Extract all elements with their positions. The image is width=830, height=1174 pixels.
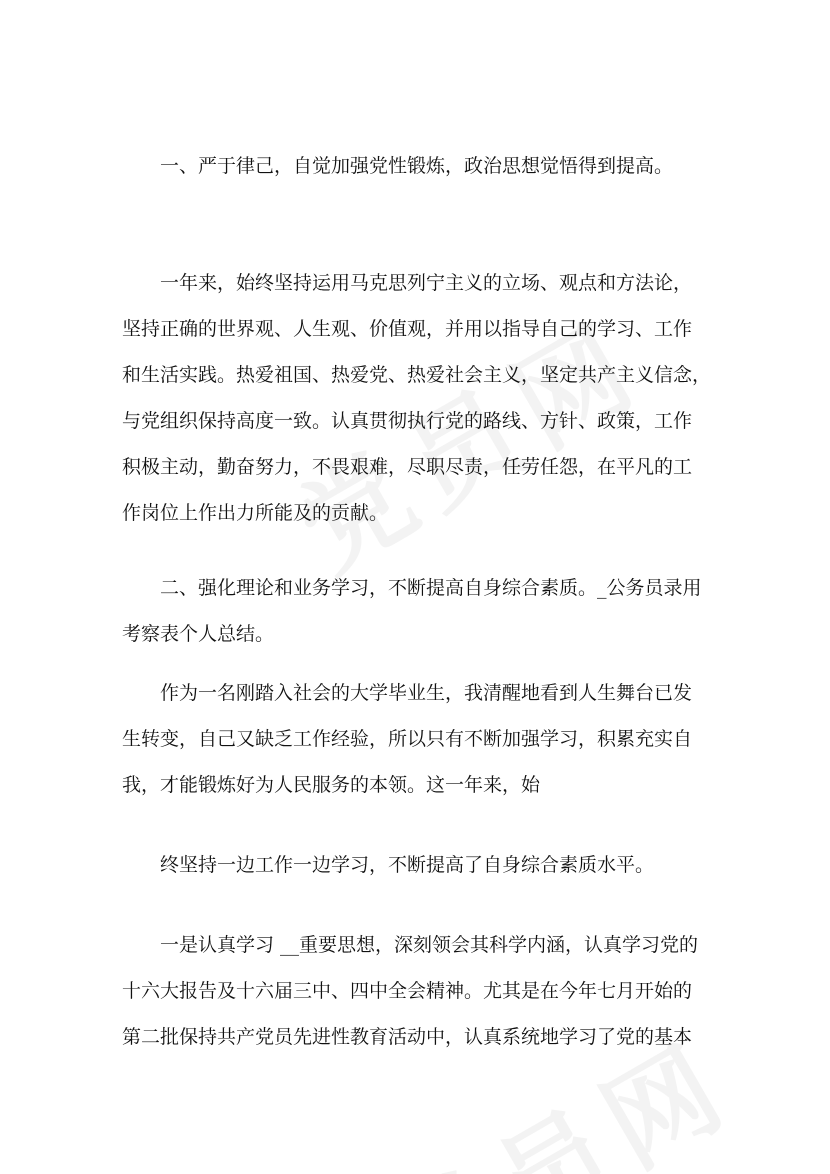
paragraph-line: 一是认真学习 __重要思想，深刻领会其科学内涵，认真学习党的 [122,934,699,956]
paragraph-1-heading [122,143,722,189]
paragraph-line: 作为一名刚踏入社会的大学毕业生，我清醒地看到人生舞台已发 [122,682,693,704]
paragraph-line: 二、强化理论和业务学习，不断提高自身综合素质。_公务员录用 [122,577,702,599]
paragraph-line: 坚持正确的世界观、人生观、价值观，并用以指导自己的学习、工作 [122,318,693,340]
paragraph-line: 与党组织保持高度一致。认真贯彻执行党的路线、方针、政策，工作 [122,410,693,432]
paragraph-6 [122,922,722,1060]
paragraph-4 [122,670,722,808]
paragraph-line: 和生活实践。热爱祖国、热爱党、热爱社会主义，坚定共产主义信念， [122,364,712,386]
paragraph-5 [122,842,722,888]
paragraph-2 [122,260,722,536]
paragraph-line: 十六大报告及十六届三中、四中全会精神。尤其是在今年七月开始的 [122,980,693,1002]
paragraph-line: 第二批保持共产党员先进性教育活动中，认真系统地学习了党的基本 [122,1026,693,1048]
paragraph-line: 作岗位上作出力所能及的贡献。 [122,502,389,524]
paragraph-line: 考察表个人总结。 [122,623,275,645]
paragraph-line: 终坚持一边工作一边学习，不断提高了自身综合素质水平。 [122,854,655,876]
paragraph-line: 一年来，始终坚持运用马克思列宁主义的立场、观点和方法论， [122,272,693,294]
paragraph-line: 生转变，自己又缺乏工作经验，所以只有不断加强学习，积累充实自 [122,728,693,750]
paragraph-3-heading [122,565,722,657]
paragraph-line: 一、严于律己，自觉加强党性锻炼，政治思想觉悟得到提高。 [122,155,674,177]
paragraph-line: 我，才能锻炼好为人民服务的本领。这一年来，始 [122,774,541,796]
paragraph-line: 积极主动，勤奋努力，不畏艰难，尽职尽责，任劳任怨，在平凡的工 [122,456,693,478]
